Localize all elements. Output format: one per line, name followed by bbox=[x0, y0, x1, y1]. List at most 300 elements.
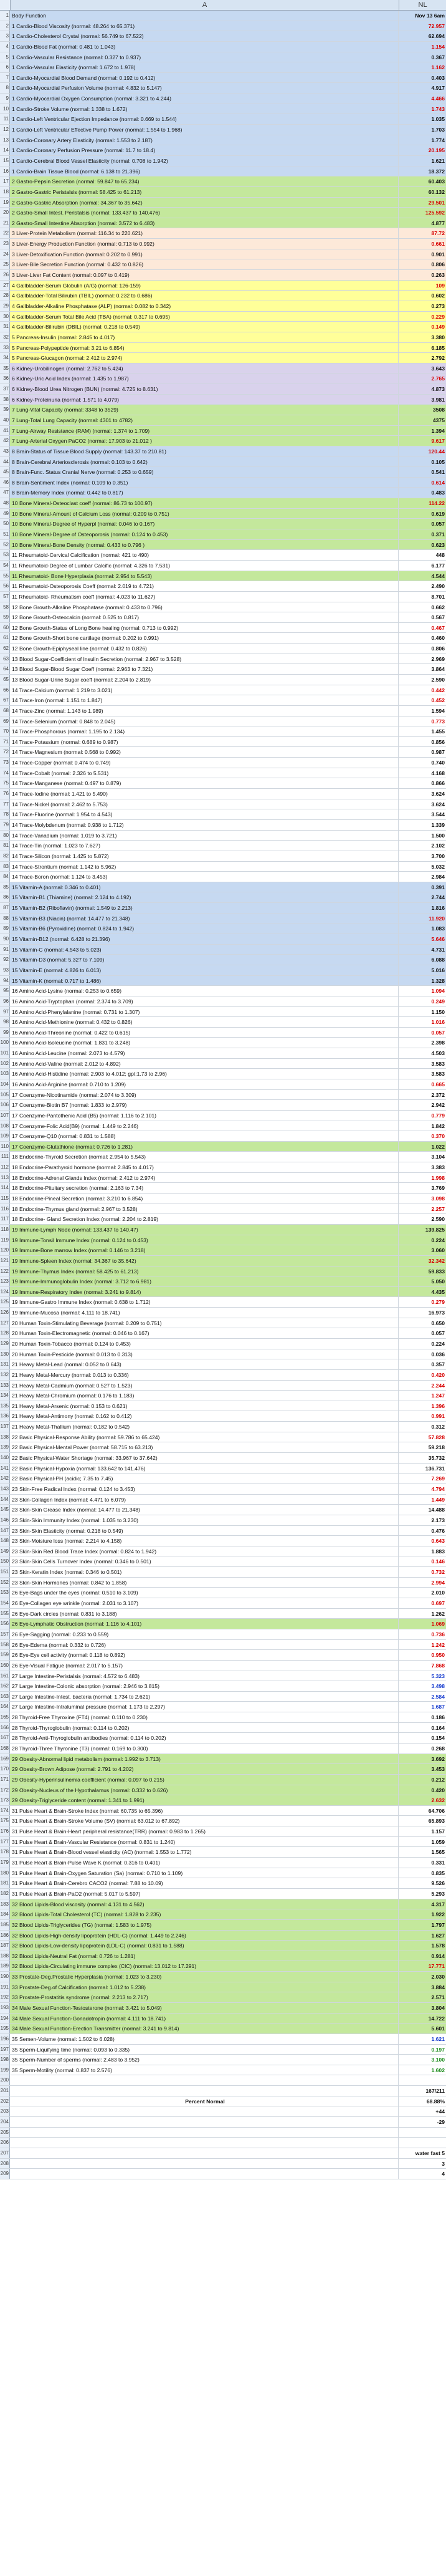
cell-body-function[interactable]: 5 Pancreas-Polypeptide (normal: 3.21 to 6.854) bbox=[10, 343, 399, 353]
table-row[interactable] bbox=[0, 1702, 446, 1712]
table-row[interactable] bbox=[0, 809, 446, 820]
table-row[interactable] bbox=[0, 2148, 446, 2159]
cell-body-function[interactable]: 27 Large Intestine-Peristalsis (normal: 4.572 to 6.483) bbox=[10, 1671, 399, 1681]
cell-body-function[interactable]: 15 Vitamin-B12 (normal: 6.428 to 21.396) bbox=[10, 934, 399, 944]
table-row[interactable] bbox=[0, 11, 446, 21]
cell-body-function[interactable]: 31 Pulse Heart & Brain-Oxygen Saturation (Sa) (normal: 0.710 to 1.109) bbox=[10, 1868, 399, 1878]
table-row[interactable] bbox=[0, 509, 446, 519]
cell-value[interactable]: 3.864 bbox=[399, 664, 446, 674]
row-number[interactable]: 4 bbox=[0, 42, 10, 52]
table-row[interactable] bbox=[0, 1411, 446, 1422]
cell-value[interactable]: 2.632 bbox=[399, 1795, 446, 1805]
cell-body-function[interactable]: 12 Bone Growth-Epiphyseal line (normal: 0.432 to 0.826) bbox=[10, 644, 399, 654]
cell-value[interactable]: 1.247 bbox=[399, 1391, 446, 1401]
cell-value[interactable]: 0.212 bbox=[399, 1775, 446, 1785]
cell-value[interactable]: 2.744 bbox=[399, 892, 446, 902]
row-number[interactable]: 13 bbox=[0, 135, 10, 145]
table-row[interactable] bbox=[0, 1495, 446, 1505]
cell-value[interactable]: 16.973 bbox=[399, 1308, 446, 1318]
row-number[interactable]: 31 bbox=[0, 322, 10, 332]
cell-body-function[interactable]: 18 Endocrine-Thymus gland (normal: 2.967 to 3.528) bbox=[10, 1204, 399, 1214]
row-number[interactable]: 202 bbox=[0, 2096, 10, 2106]
cell-value[interactable]: 20.195 bbox=[399, 145, 446, 155]
cell-body-function[interactable]: 14 Trace-Nickel (normal: 2.462 to 5.753) bbox=[10, 799, 399, 809]
table-row[interactable] bbox=[0, 166, 446, 177]
table-row[interactable] bbox=[0, 1868, 446, 1879]
cell-value[interactable]: 0.866 bbox=[399, 778, 446, 788]
table-row[interactable] bbox=[0, 2138, 446, 2148]
table-row[interactable] bbox=[0, 1972, 446, 1982]
row-number[interactable]: 114 bbox=[0, 1183, 10, 1193]
table-row[interactable] bbox=[0, 1121, 446, 1132]
cell-body-function[interactable] bbox=[10, 2086, 399, 2096]
cell-value[interactable]: 4.544 bbox=[399, 571, 446, 581]
cell-value[interactable]: 1.035 bbox=[399, 114, 446, 124]
cell-body-function[interactable]: 6 Kidney-Urobilinogen (normal: 2.762 to 5.424) bbox=[10, 364, 399, 374]
table-row[interactable] bbox=[0, 1204, 446, 1215]
cell-value[interactable]: 1.743 bbox=[399, 104, 446, 114]
cell-value[interactable]: 3.498 bbox=[399, 1681, 446, 1691]
cell-body-function[interactable]: 7 Lung-Airway Resistance (RAM) (normal: 1.374 to 1.709) bbox=[10, 426, 399, 436]
row-number[interactable]: 190 bbox=[0, 1972, 10, 1982]
cell-value[interactable]: 1.059 bbox=[399, 1837, 446, 1847]
row-number[interactable]: 142 bbox=[0, 1474, 10, 1483]
table-row[interactable] bbox=[0, 612, 446, 623]
cell-value[interactable]: 68.88% bbox=[399, 2096, 446, 2106]
row-number[interactable]: 57 bbox=[0, 592, 10, 602]
table-row[interactable] bbox=[0, 2086, 446, 2096]
row-number[interactable]: 46 bbox=[0, 478, 10, 488]
row-number[interactable]: 164 bbox=[0, 1702, 10, 1712]
cell-body-function[interactable]: 14 Trace-Magnesium (normal: 0.568 to 0.992) bbox=[10, 747, 399, 757]
cell-value[interactable]: 2.792 bbox=[399, 353, 446, 363]
table-row[interactable] bbox=[0, 571, 446, 582]
row-number[interactable]: 98 bbox=[0, 1017, 10, 1027]
row-number[interactable]: 128 bbox=[0, 1328, 10, 1338]
row-number[interactable]: 115 bbox=[0, 1194, 10, 1204]
cell-body-function[interactable]: 19 Immune-Lymph Node (normal: 133.437 to 140.47) bbox=[10, 1225, 399, 1235]
table-row[interactable] bbox=[0, 249, 446, 260]
cell-value[interactable]: 3.624 bbox=[399, 799, 446, 809]
table-row[interactable] bbox=[0, 498, 446, 509]
row-number[interactable]: 139 bbox=[0, 1442, 10, 1452]
cell-body-function[interactable]: 26 Eye-Collagen eye wrinkle (normal: 2.031 to 3.107) bbox=[10, 1598, 399, 1608]
table-row[interactable] bbox=[0, 467, 446, 478]
row-number[interactable]: 109 bbox=[0, 1131, 10, 1141]
table-row[interactable] bbox=[0, 281, 446, 291]
row-number[interactable]: 147 bbox=[0, 1526, 10, 1536]
cell-value[interactable]: 0.371 bbox=[399, 529, 446, 539]
table-row[interactable] bbox=[0, 1442, 446, 1453]
table-row[interactable] bbox=[0, 2128, 446, 2138]
cell-body-function[interactable]: 2 Gastro-Gastric Absorption (normal: 34.367 to 35.642) bbox=[10, 198, 399, 208]
cell-value[interactable]: 4.466 bbox=[399, 94, 446, 104]
cell-value[interactable]: 11.920 bbox=[399, 914, 446, 924]
cell-value[interactable]: 4.317 bbox=[399, 1899, 446, 1909]
cell-value[interactable]: 2.244 bbox=[399, 1381, 446, 1391]
cell-body-function[interactable]: 28 Thyroid-Three Thyronine (T3) (normal: 0.169 to 0.300) bbox=[10, 1744, 399, 1754]
cell-body-function[interactable]: 26 Eye-Eye cell activity (normal: 0.118 to 0.892) bbox=[10, 1650, 399, 1660]
cell-value[interactable]: 3.643 bbox=[399, 364, 446, 374]
cell-body-function[interactable]: 18 Endocrine- Gland Secretion Index (normal: 2.204 to 2.819) bbox=[10, 1214, 399, 1224]
table-row[interactable] bbox=[0, 135, 446, 146]
cell-body-function[interactable]: 2 Gastro-Pepsin Secretion (normal: 59.847 to 65.234) bbox=[10, 176, 399, 186]
row-number[interactable]: 200 bbox=[0, 2075, 10, 2085]
row-number[interactable]: 110 bbox=[0, 1142, 10, 1152]
table-row[interactable] bbox=[0, 1826, 446, 1837]
cell-value[interactable]: 3.700 bbox=[399, 851, 446, 861]
cell-value[interactable]: 1.703 bbox=[399, 125, 446, 135]
cell-value[interactable]: 0.057 bbox=[399, 519, 446, 529]
cell-body-function[interactable]: 4 Gallbladder-Bilirubin (DBIL) (normal: 0.218 to 0.549) bbox=[10, 322, 399, 332]
cell-body-function[interactable]: 23 Skin-Skin Cells Turnover Index (normal: 0.346 to 0.501) bbox=[10, 1556, 399, 1566]
cell-body-function[interactable]: 13 Blood Sugar-Urine Sugar coeff (normal: 2.204 to 2.819) bbox=[10, 675, 399, 685]
row-number[interactable]: 106 bbox=[0, 1100, 10, 1110]
table-row[interactable] bbox=[0, 208, 446, 218]
cell-body-function[interactable]: 16 Amino Acid-Histidine (normal: 2.903 to 4.012; gpt:1.73 to 2.96) bbox=[10, 1069, 399, 1079]
table-row[interactable] bbox=[0, 882, 446, 893]
cell-value[interactable]: 2.994 bbox=[399, 1578, 446, 1588]
table-row[interactable] bbox=[0, 478, 446, 488]
cell-body-function[interactable]: 18 Endocrine-Adrenal Glands Index (normal: 2.412 to 2.974) bbox=[10, 1173, 399, 1183]
table-row[interactable] bbox=[0, 872, 446, 882]
row-number[interactable]: 2 bbox=[0, 21, 10, 31]
row-number[interactable]: 105 bbox=[0, 1090, 10, 1100]
cell-value[interactable]: 0.623 bbox=[399, 540, 446, 550]
row-number[interactable]: 102 bbox=[0, 1059, 10, 1069]
table-row[interactable] bbox=[0, 1339, 446, 1349]
table-row[interactable] bbox=[0, 145, 446, 156]
row-number[interactable]: 76 bbox=[0, 789, 10, 799]
table-row[interactable] bbox=[0, 446, 446, 457]
row-number[interactable]: 180 bbox=[0, 1868, 10, 1878]
row-number[interactable]: 176 bbox=[0, 1826, 10, 1836]
row-number[interactable]: 156 bbox=[0, 1619, 10, 1629]
cell-body-function[interactable]: 3 Liver-Energy Production Function (normal: 0.713 to 0.992) bbox=[10, 239, 399, 249]
row-number[interactable]: 50 bbox=[0, 519, 10, 529]
cell-value[interactable]: 0.249 bbox=[399, 996, 446, 1006]
table-row[interactable] bbox=[0, 1318, 446, 1329]
table-row[interactable] bbox=[0, 312, 446, 322]
table-row[interactable] bbox=[0, 42, 446, 52]
table-row[interactable] bbox=[0, 1245, 446, 1256]
cell-body-function[interactable]: 1 Cardio-Left Ventricular Effective Pump Power (normal: 1.554 to 1.968) bbox=[10, 125, 399, 135]
row-number[interactable]: 150 bbox=[0, 1556, 10, 1566]
table-row[interactable] bbox=[0, 1090, 446, 1101]
row-number[interactable]: 148 bbox=[0, 1536, 10, 1546]
cell-value[interactable]: 0.224 bbox=[399, 1235, 446, 1245]
table-row[interactable] bbox=[0, 2159, 446, 2169]
row-number[interactable]: 99 bbox=[0, 1028, 10, 1038]
cell-value[interactable]: 1.797 bbox=[399, 1920, 446, 1930]
cell-value[interactable]: 2.590 bbox=[399, 675, 446, 685]
cell-value[interactable]: 1.922 bbox=[399, 1909, 446, 1919]
row-number[interactable]: 79 bbox=[0, 820, 10, 830]
table-row[interactable] bbox=[0, 1982, 446, 1993]
cell-body-function[interactable]: 15 Vitamin-B2 (Riboflavin) (normal: 1.549 to 2.213) bbox=[10, 903, 399, 913]
table-row[interactable] bbox=[0, 1629, 446, 1640]
row-number[interactable]: 140 bbox=[0, 1453, 10, 1463]
row-number[interactable]: 45 bbox=[0, 467, 10, 477]
row-number[interactable]: 40 bbox=[0, 415, 10, 425]
cell-value[interactable]: 1.998 bbox=[399, 1173, 446, 1183]
cell-value[interactable]: 4.168 bbox=[399, 768, 446, 778]
row-number[interactable]: 53 bbox=[0, 550, 10, 560]
row-number[interactable]: 41 bbox=[0, 426, 10, 436]
table-row[interactable] bbox=[0, 94, 446, 104]
cell-body-function[interactable]: 27 Large Intestine-Intest. bacteria (normal: 1.734 to 2.621) bbox=[10, 1692, 399, 1702]
table-row[interactable] bbox=[0, 1059, 446, 1069]
table-row[interactable] bbox=[0, 758, 446, 768]
cell-body-function[interactable]: 19 Immune-Thymus Index (normal: 58.425 to 61.213) bbox=[10, 1266, 399, 1276]
table-row[interactable] bbox=[0, 2055, 446, 2065]
cell-body-function[interactable]: 32 Blood Lipids-Circulating immune complex (CIC) (normal: 13.012 to 17.291) bbox=[10, 1961, 399, 1971]
cell-value[interactable]: 72.957 bbox=[399, 21, 446, 31]
row-number[interactable]: 1 bbox=[0, 11, 10, 21]
cell-value[interactable]: 136.731 bbox=[399, 1464, 446, 1474]
table-row[interactable] bbox=[0, 83, 446, 94]
table-row[interactable] bbox=[0, 1546, 446, 1557]
cell-value[interactable]: 0.105 bbox=[399, 457, 446, 467]
cell-body-function[interactable]: 35 Sperm-Liquifying time (normal: 0.093 to 0.335) bbox=[10, 2045, 399, 2055]
row-number[interactable]: 56 bbox=[0, 581, 10, 591]
cell-value[interactable]: 3.060 bbox=[399, 1245, 446, 1255]
cell-value[interactable]: 1.621 bbox=[399, 156, 446, 166]
table-row[interactable] bbox=[0, 1899, 446, 1910]
table-row[interactable] bbox=[0, 1214, 446, 1225]
cell-body-function[interactable]: 1 Cardio-Myocardial Blood Demand (normal: 0.192 to 0.412) bbox=[10, 73, 399, 83]
cell-value[interactable]: 3.100 bbox=[399, 2055, 446, 2065]
cell-body-function[interactable]: 8 Brain-Cerebral Arteriosclerosis (normal: 0.103 to 0.642) bbox=[10, 457, 399, 467]
column-header-a[interactable]: A bbox=[11, 0, 399, 10]
cell-body-function[interactable]: 14 Trace-Manganese (normal: 0.497 to 0.879) bbox=[10, 778, 399, 788]
cell-value[interactable]: 0.806 bbox=[399, 644, 446, 654]
cell-value[interactable]: 0.370 bbox=[399, 1131, 446, 1141]
row-number[interactable]: 165 bbox=[0, 1712, 10, 1722]
cell-value[interactable]: 60.132 bbox=[399, 187, 446, 197]
table-row[interactable] bbox=[0, 1858, 446, 1868]
table-row[interactable] bbox=[0, 623, 446, 634]
cell-body-function[interactable]: 14 Trace-Iodine (normal: 1.421 to 5.490) bbox=[10, 789, 399, 799]
cell-body-function[interactable]: 21 Heavy Metal-Thallium (normal: 0.182 to 0.542) bbox=[10, 1422, 399, 1432]
cell-body-function[interactable]: 14 Trace-Phosphorous (normal: 1.195 to 2.134) bbox=[10, 726, 399, 736]
row-number[interactable]: 37 bbox=[0, 384, 10, 394]
table-row[interactable] bbox=[0, 644, 446, 654]
table-row[interactable] bbox=[0, 1536, 446, 1546]
cell-body-function[interactable]: 1 Cardio-Vascular Elasticity (normal: 1.672 to 1.978) bbox=[10, 62, 399, 72]
table-row[interactable] bbox=[0, 2075, 446, 2086]
cell-body-function[interactable]: 12 Bone Growth-Short bone cartilage (normal: 0.202 to 0.991) bbox=[10, 633, 399, 643]
cell-value[interactable]: 1.687 bbox=[399, 1702, 446, 1712]
row-number[interactable]: 101 bbox=[0, 1048, 10, 1058]
cell-body-function[interactable]: 22 Basic Physical-PH (acidic; 7.35 to 7.45) bbox=[10, 1474, 399, 1483]
row-number[interactable]: 163 bbox=[0, 1692, 10, 1702]
cell-value[interactable]: 0.420 bbox=[399, 1370, 446, 1380]
table-row[interactable] bbox=[0, 675, 446, 685]
cell-body-function[interactable]: 14 Trace-Fluorine (normal: 1.954 to 4.543) bbox=[10, 809, 399, 819]
cell-body-function[interactable]: 22 Basic Physical-Mental Power (normal: 58.715 to 63.213) bbox=[10, 1442, 399, 1452]
cell-body-function[interactable]: 15 Vitamin-D3 (normal: 5.327 to 7.109) bbox=[10, 955, 399, 965]
cell-body-function[interactable] bbox=[10, 2169, 399, 2179]
row-number[interactable]: 160 bbox=[0, 1661, 10, 1671]
cell-value[interactable]: 0.164 bbox=[399, 1723, 446, 1733]
cell-body-function[interactable]: 18 Endocrine-Pituitary secretion (normal: 2.163 to 7.34) bbox=[10, 1183, 399, 1193]
cell-body-function[interactable]: 8 Brain-Func. Status Cranial Nerve (normal: 0.253 to 0.659) bbox=[10, 467, 399, 477]
cell-body-function[interactable]: 19 Immune-Mucosa (normal: 4.111 to 18.741) bbox=[10, 1308, 399, 1318]
cell-value[interactable]: 14.488 bbox=[399, 1505, 446, 1515]
cell-value[interactable]: 65.893 bbox=[399, 1816, 446, 1826]
cell-value[interactable]: 0.057 bbox=[399, 1328, 446, 1338]
row-number[interactable]: 181 bbox=[0, 1878, 10, 1888]
cell-body-function[interactable]: 26 Eye-Edema (normal: 0.332 to 0.726) bbox=[10, 1640, 399, 1650]
row-number[interactable]: 143 bbox=[0, 1484, 10, 1494]
cell-body-function[interactable]: 23 Skin-Skin Red Blood Trace Index (normal: 0.824 to 1.942) bbox=[10, 1546, 399, 1556]
row-number[interactable]: 21 bbox=[0, 218, 10, 228]
cell-body-function[interactable]: 29 Obesity-Triglyceride content (normal: 1.341 to 1.991) bbox=[10, 1795, 399, 1805]
row-number[interactable]: 149 bbox=[0, 1546, 10, 1556]
cell-value[interactable]: 3.884 bbox=[399, 1982, 446, 1992]
cell-body-function[interactable]: 23 Skin-Skin Immunity Index (normal: 1.035 to 3.230) bbox=[10, 1515, 399, 1525]
cell-value[interactable]: 32.342 bbox=[399, 1256, 446, 1266]
row-number[interactable]: 6 bbox=[0, 62, 10, 72]
table-row[interactable] bbox=[0, 1484, 446, 1495]
cell-value[interactable]: 7.868 bbox=[399, 1661, 446, 1671]
table-row[interactable] bbox=[0, 820, 446, 831]
cell-value[interactable]: 0.483 bbox=[399, 488, 446, 498]
row-number[interactable]: 9 bbox=[0, 94, 10, 104]
cell-value[interactable]: 3.624 bbox=[399, 789, 446, 799]
row-number[interactable]: 42 bbox=[0, 436, 10, 446]
row-number[interactable]: 88 bbox=[0, 914, 10, 924]
cell-value[interactable]: 3508 bbox=[399, 405, 446, 415]
cell-value[interactable]: 1.022 bbox=[399, 1142, 446, 1152]
cell-value[interactable]: 2.590 bbox=[399, 1214, 446, 1224]
row-number[interactable]: 195 bbox=[0, 2024, 10, 2033]
cell-body-function[interactable]: 33 Prostate-Deg.Prostatic Hyperplasia (normal: 1.023 to 3.230) bbox=[10, 1972, 399, 1982]
row-number[interactable]: 65 bbox=[0, 675, 10, 685]
cell-value[interactable]: 29.501 bbox=[399, 198, 446, 208]
table-row[interactable] bbox=[0, 2014, 446, 2024]
table-row[interactable] bbox=[0, 1526, 446, 1536]
cell-value[interactable]: 3.104 bbox=[399, 1152, 446, 1162]
row-number[interactable]: 179 bbox=[0, 1858, 10, 1868]
cell-value[interactable]: 0.736 bbox=[399, 1629, 446, 1639]
cell-body-function[interactable]: 2 Gastro-Small Intestine Absorption (normal: 3.572 to 6.483) bbox=[10, 218, 399, 228]
cell-body-function[interactable]: 1 Cardio-Cholesterol Crystal (normal: 56.749 to 67.522) bbox=[10, 31, 399, 41]
row-number[interactable]: 104 bbox=[0, 1079, 10, 1089]
table-row[interactable] bbox=[0, 1422, 446, 1432]
row-number[interactable]: 22 bbox=[0, 228, 10, 238]
cell-value[interactable]: 4.917 bbox=[399, 83, 446, 93]
cell-value[interactable]: 1.262 bbox=[399, 1609, 446, 1619]
cell-value[interactable]: 0.186 bbox=[399, 1712, 446, 1722]
row-number[interactable]: 197 bbox=[0, 2045, 10, 2055]
cell-body-function[interactable]: 4 Gallbladder-Alkaline Phosphatase (ALP) (normal: 0.082 to 0.342) bbox=[10, 301, 399, 311]
cell-body-function[interactable]: 16 Amino Acid-Lysine (normal: 0.253 to 0.659) bbox=[10, 986, 399, 996]
row-number[interactable]: 187 bbox=[0, 1941, 10, 1951]
cell-body-function[interactable]: 29 Obesity-Brown Adipose (normal: 2.791 to 4.202) bbox=[10, 1764, 399, 1774]
cell-body-function[interactable]: 12 Bone Growth-Status of Long Bone healing (normal: 0.713 to 0.992) bbox=[10, 623, 399, 633]
cell-value[interactable]: 1.094 bbox=[399, 986, 446, 996]
table-row[interactable] bbox=[0, 73, 446, 84]
row-number[interactable]: 18 bbox=[0, 187, 10, 197]
cell-value[interactable]: 35.732 bbox=[399, 1453, 446, 1463]
table-row[interactable] bbox=[0, 1619, 446, 1629]
row-number[interactable]: 75 bbox=[0, 778, 10, 788]
row-number[interactable]: 183 bbox=[0, 1899, 10, 1909]
table-row[interactable] bbox=[0, 436, 446, 446]
row-number[interactable]: 19 bbox=[0, 198, 10, 208]
row-number[interactable]: 167 bbox=[0, 1733, 10, 1743]
row-number[interactable]: 205 bbox=[0, 2128, 10, 2138]
cell-body-function[interactable]: 28 Thyroid-Thyroglobulin (normal: 0.114 to 0.202) bbox=[10, 1723, 399, 1733]
cell-value[interactable]: 0.619 bbox=[399, 509, 446, 519]
cell-body-function[interactable]: 29 Obesity-Abnormal lipid metabolism (normal: 1.992 to 3.713) bbox=[10, 1754, 399, 1764]
cell-body-function[interactable]: 11 Rheumatoid-Osteoporosis Coeff (normal: 2.019 to 4.721) bbox=[10, 581, 399, 591]
table-row[interactable] bbox=[0, 1733, 446, 1744]
cell-value[interactable]: 0.914 bbox=[399, 1951, 446, 1961]
table-row[interactable] bbox=[0, 965, 446, 976]
cell-value[interactable]: 2.010 bbox=[399, 1588, 446, 1598]
cell-body-function[interactable]: 21 Heavy Metal-Cadmium (normal: 0.527 to 1.523) bbox=[10, 1381, 399, 1391]
table-row[interactable] bbox=[0, 1785, 446, 1796]
row-number[interactable]: 203 bbox=[0, 2106, 10, 2116]
cell-body-function[interactable]: 21 Heavy Metal-Mercury (normal: 0.013 to 0.336) bbox=[10, 1370, 399, 1380]
cell-body-function[interactable]: 20 Human Toxin-Tobacco (normal: 0.124 to 0.453) bbox=[10, 1339, 399, 1349]
cell-body-function[interactable]: 17 Coenzyme-Folic Acid(B9) (normal: 1.449 to 2.246) bbox=[10, 1121, 399, 1131]
table-row[interactable] bbox=[0, 114, 446, 125]
cell-body-function[interactable]: 34 Male Sexual Function-Erection Transmitter (normal: 3.241 to 9.814) bbox=[10, 2024, 399, 2033]
cell-body-function[interactable]: 16 Amino Acid-Isoleucine (normal: 1.831 to 3.248) bbox=[10, 1038, 399, 1048]
row-number[interactable]: 96 bbox=[0, 996, 10, 1006]
row-number[interactable]: 135 bbox=[0, 1401, 10, 1411]
cell-body-function[interactable]: 31 Pulse Heart & Brain-Blood vessel elasticity (AC) (normal: 1.553 to 1.772) bbox=[10, 1847, 399, 1857]
table-row[interactable] bbox=[0, 1297, 446, 1308]
row-number[interactable]: 107 bbox=[0, 1111, 10, 1121]
cell-body-function[interactable]: 17 Coenzyme-Glutathione (normal: 0.726 to 1.281) bbox=[10, 1142, 399, 1152]
cell-body-function[interactable]: 11 Rheumatoid-Cervical Calcification (normal: 421 to 490) bbox=[10, 550, 399, 560]
table-row[interactable] bbox=[0, 664, 446, 675]
row-number[interactable]: 131 bbox=[0, 1359, 10, 1369]
cell-body-function[interactable]: 32 Blood Lipids-Neutral Fat (normal: 0.726 to 1.281) bbox=[10, 1951, 399, 1961]
table-row[interactable] bbox=[0, 1681, 446, 1692]
row-number[interactable]: 83 bbox=[0, 862, 10, 872]
table-row[interactable] bbox=[0, 1992, 446, 2003]
cell-value[interactable]: 5.032 bbox=[399, 862, 446, 872]
row-number[interactable]: 89 bbox=[0, 924, 10, 933]
row-number[interactable]: 67 bbox=[0, 695, 10, 705]
row-number[interactable]: 87 bbox=[0, 903, 10, 913]
cell-body-function[interactable]: 27 Large Intestine-Intraluminal pressure (normal: 1.173 to 2.297) bbox=[10, 1702, 399, 1712]
table-row[interactable] bbox=[0, 176, 446, 187]
cell-value[interactable]: 0.697 bbox=[399, 1598, 446, 1608]
cell-value[interactable]: 0.602 bbox=[399, 291, 446, 301]
row-number[interactable]: 193 bbox=[0, 2003, 10, 2013]
cell-value[interactable]: 0.279 bbox=[399, 1297, 446, 1307]
cell-body-function[interactable]: 14 Trace-Tin (normal: 1.023 to 7.627) bbox=[10, 841, 399, 851]
cell-value[interactable]: 3.583 bbox=[399, 1059, 446, 1069]
row-number[interactable]: 24 bbox=[0, 249, 10, 259]
cell-value[interactable]: 7.269 bbox=[399, 1474, 446, 1483]
row-number[interactable]: 59 bbox=[0, 612, 10, 622]
cell-body-function[interactable]: 14 Trace-Cobalt (normal: 2.326 to 5.531) bbox=[10, 768, 399, 778]
row-number[interactable]: 182 bbox=[0, 1889, 10, 1899]
table-row[interactable] bbox=[0, 726, 446, 737]
row-number[interactable]: 162 bbox=[0, 1681, 10, 1691]
row-number[interactable]: 196 bbox=[0, 2034, 10, 2044]
row-number[interactable]: 25 bbox=[0, 259, 10, 269]
row-number[interactable]: 52 bbox=[0, 540, 10, 550]
